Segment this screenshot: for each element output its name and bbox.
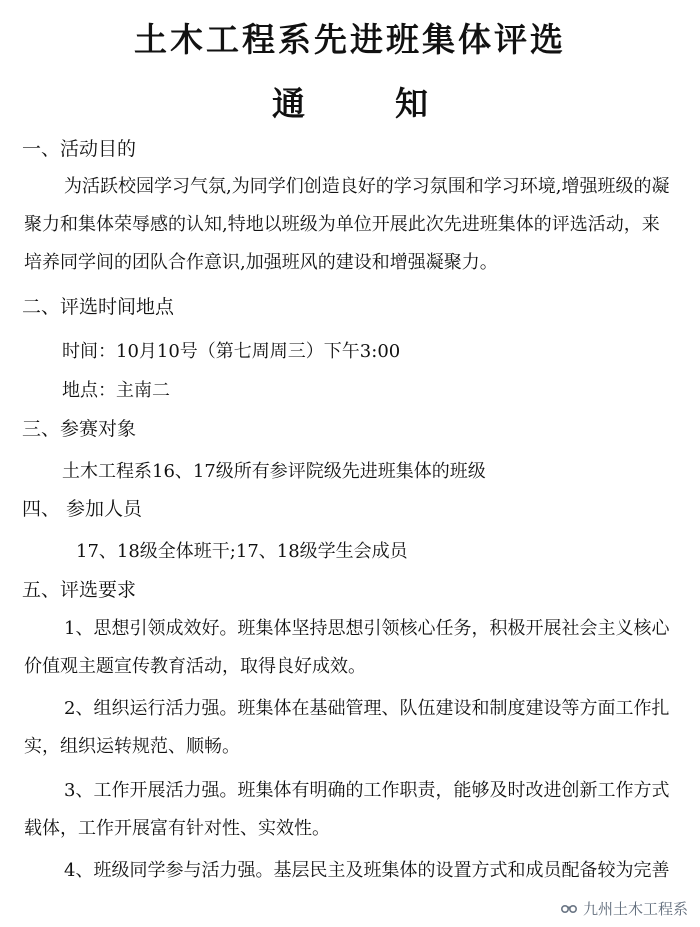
document-title: 土木工程系先进班集体评选 <box>134 20 566 59</box>
section-heading-requirements: 五、评选要求 <box>22 579 137 601</box>
watermark-label: 九州土木工程系 <box>582 900 688 918</box>
section-heading-participants: 三、参赛对象 <box>22 418 137 440</box>
section-heading-time-place: 二、评选时间地点 <box>22 296 175 318</box>
section-heading-purpose: 一、活动目的 <box>22 138 137 160</box>
event-place: 地点：主南二 <box>62 380 170 401</box>
attendees-text: 17、18级全体班干;17、18级学生会成员 <box>76 541 408 562</box>
participants-text: 土木工程系16、17级所有参评院级先进班集体的班级 <box>62 461 486 482</box>
section-heading-attendees: 四、 参加人员 <box>22 498 143 520</box>
watermark <box>556 896 692 921</box>
requirement-item: 1、思想引领成效好。班集体坚持思想引领核心任务，积极开展社会主义核心价值观主题宣传教育活动，取得良好成效。 <box>24 618 670 677</box>
section-body-purpose: 为活跃校园学习气氛,为同学们创造良好的学习氛围和学习环境,增强班级的凝聚力和集体荣辱感的认知,特地以班级为单位开展此次先进班集体的评选活动，来培养同学间的团队合作意识,加强班风的建设和增强凝聚力。 <box>24 176 670 273</box>
wechat-channel-icon <box>560 902 578 916</box>
document-subtitle: 通知 <box>272 84 518 123</box>
event-time: 时间：10月10号（第七周周三）下午3:00 <box>62 341 401 362</box>
requirement-item: 4、班级同学参与活力强。基层民主及班集体的设置方式和成员配备较为完善 <box>64 860 670 881</box>
requirement-item: 2、组织运行活力强。班集体在基础管理、队伍建设和制度建设等方面工作扎实，组织运转规范、顺畅。 <box>24 698 670 757</box>
requirement-item: 3、工作开展活力强。班集体有明确的工作职责，能够及时改进创新工作方式载体，工作开展富有针对性、实效性。 <box>24 780 670 839</box>
